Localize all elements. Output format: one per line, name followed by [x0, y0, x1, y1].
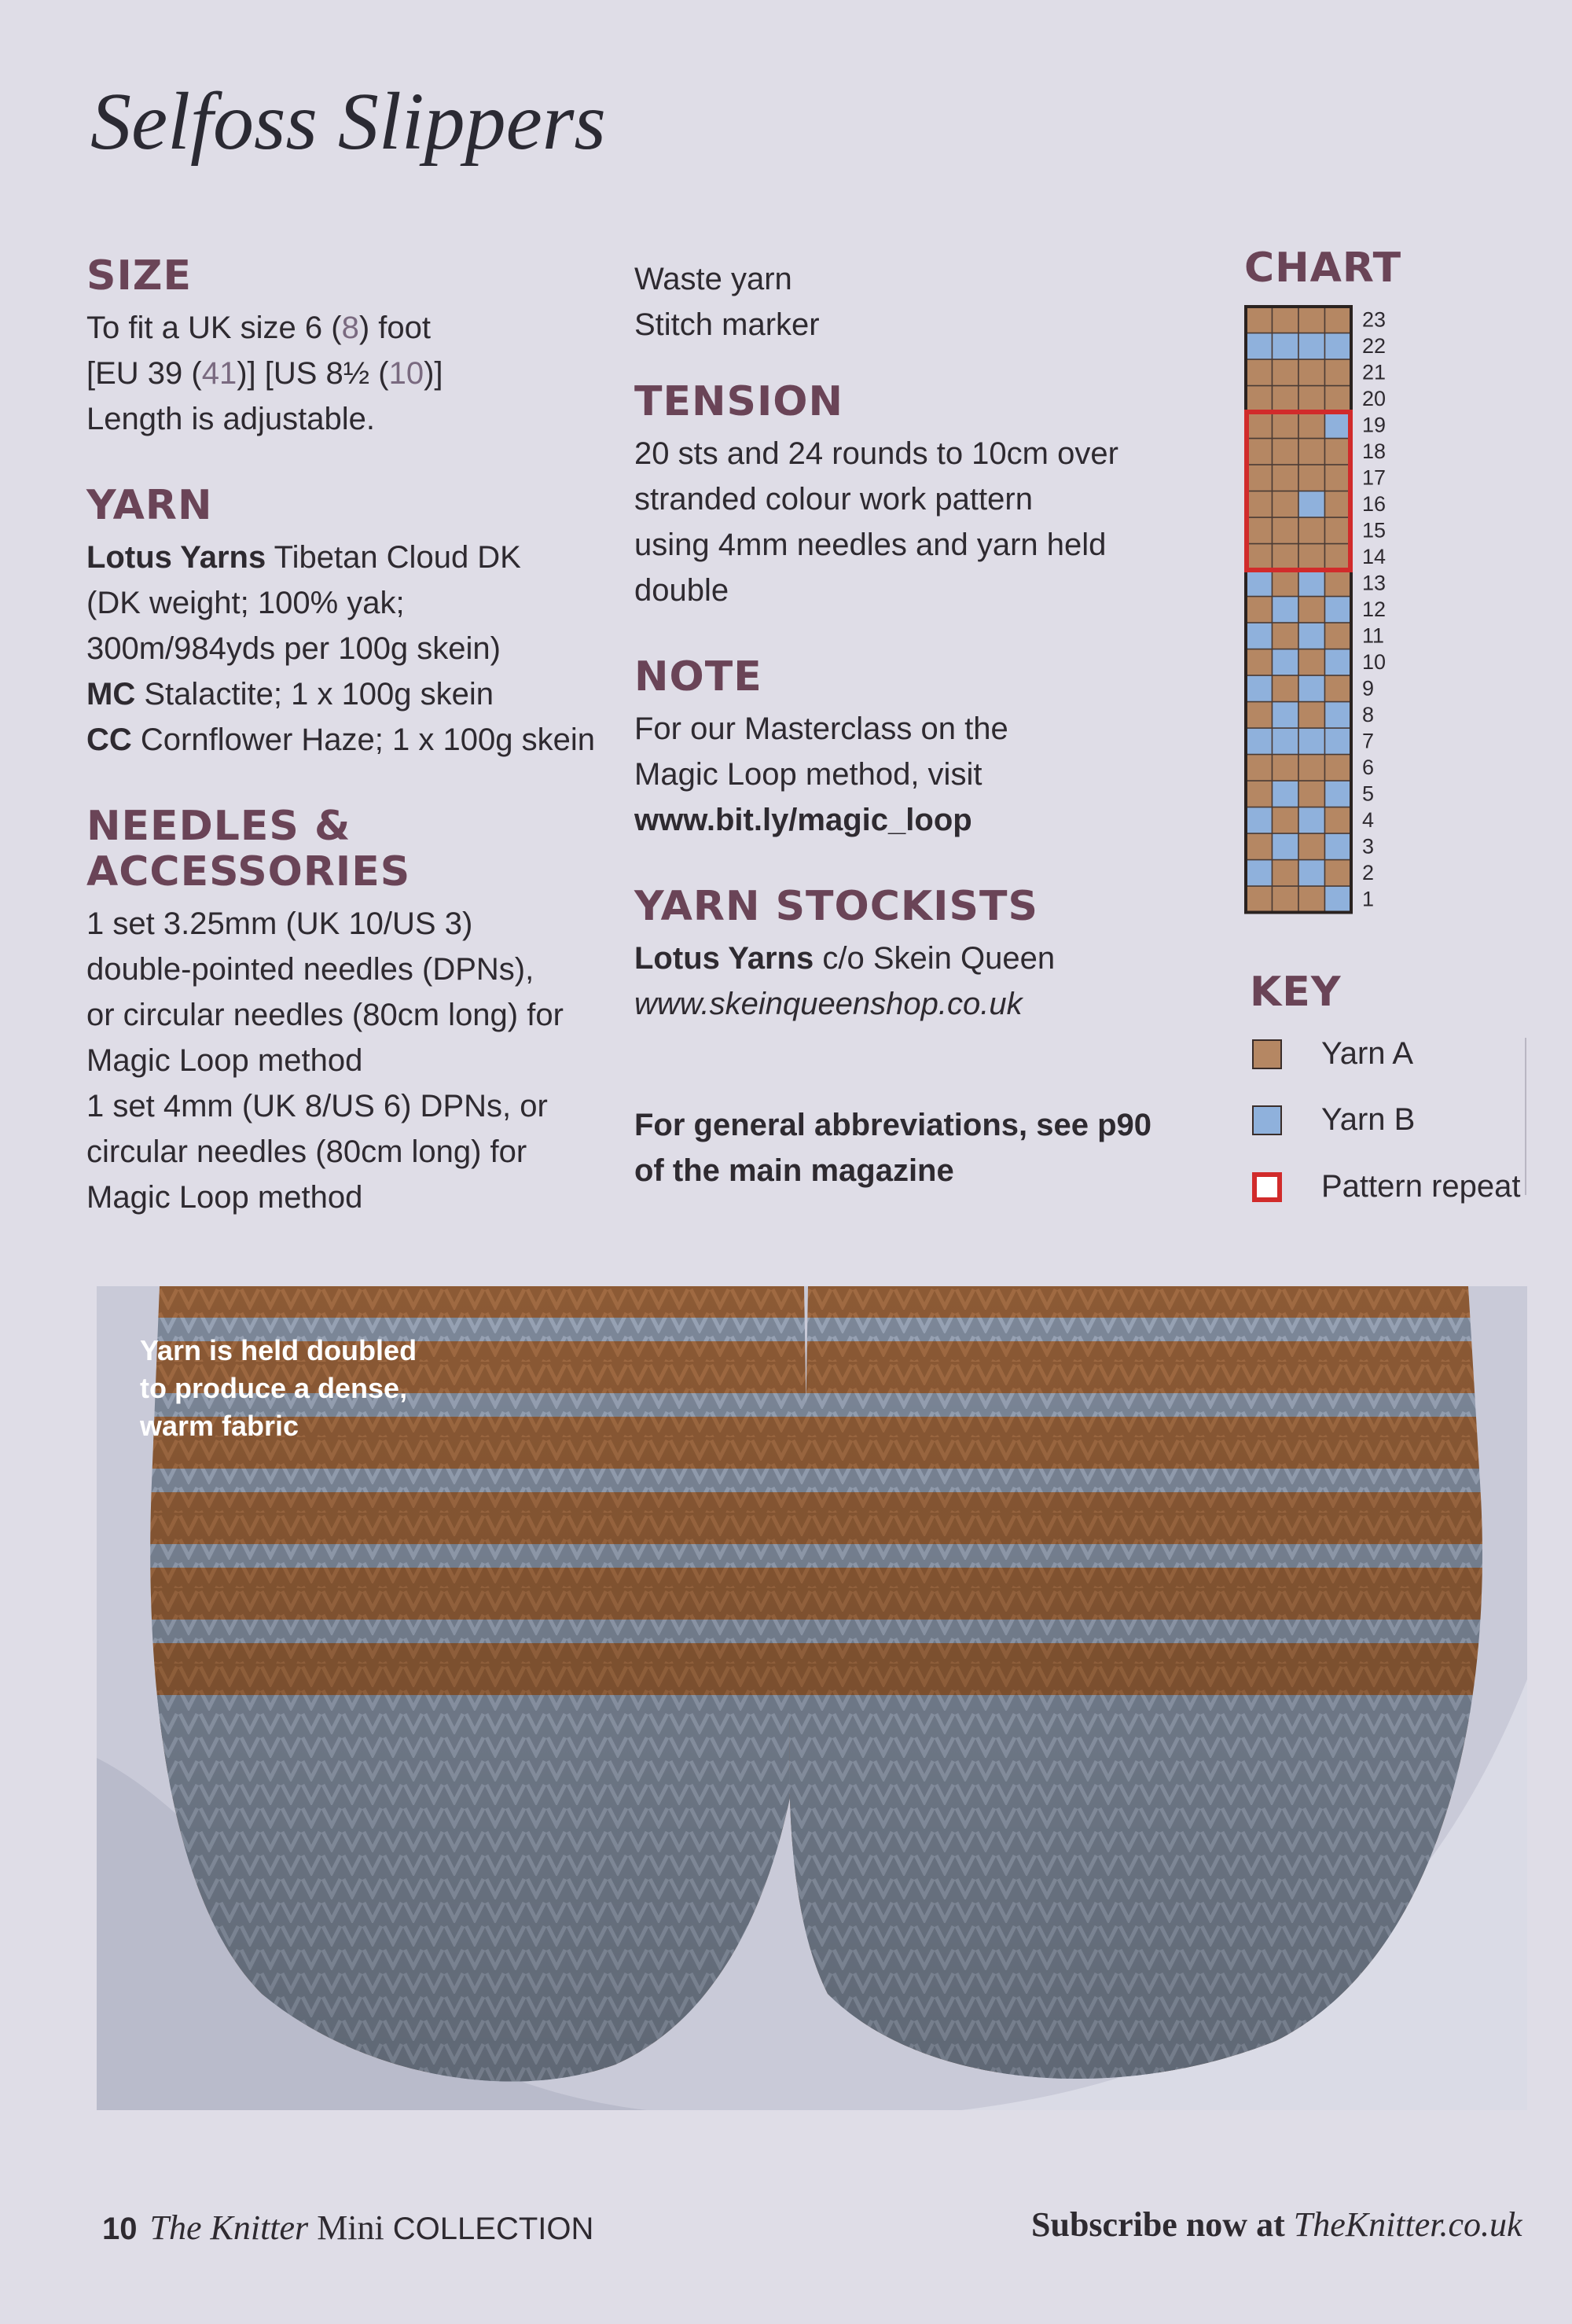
chart-cell	[1325, 649, 1352, 676]
chart-cell	[1298, 412, 1325, 439]
chart-cell	[1273, 544, 1299, 571]
chart-row-label: 9	[1362, 676, 1375, 701]
chart-cell	[1273, 623, 1299, 649]
chart-cell	[1273, 807, 1299, 834]
key-item-yarn-b	[1252, 1102, 1415, 1138]
chart-cell	[1298, 702, 1325, 729]
yarn-cc: CC Cornflower Haze; 1 x 100g skein	[86, 723, 595, 757]
abbrev-line: of the main magazine	[634, 1153, 954, 1188]
magazine-mini: Mini	[308, 2208, 393, 2247]
chart-cell	[1273, 675, 1299, 702]
chart-row-label: 3	[1362, 834, 1375, 859]
yarn-spec-2: 300m/984yds per 100g skein)	[86, 631, 501, 666]
size-heading: SIZE	[86, 252, 193, 300]
photo-caption: Yarn is held doubled to produce a dense, warm fabric	[140, 1334, 417, 1442]
chart-cell	[1325, 807, 1352, 834]
needles-line: circular needles (80cm long) for	[86, 1134, 527, 1169]
chart-cell	[1298, 544, 1325, 571]
chart-cell	[1298, 623, 1325, 649]
note-line: For our Masterclass on the	[634, 712, 1008, 746]
chart-cell	[1325, 491, 1352, 518]
footer-left	[102, 2208, 593, 2248]
chart-cell	[1246, 597, 1273, 623]
chart-row-label: 13	[1362, 571, 1387, 595]
stockists-heading: YARN STOCKISTS	[634, 883, 1038, 930]
chart-cell	[1325, 781, 1352, 807]
chart-cell	[1298, 781, 1325, 807]
magic-loop-link[interactable]: www.bit.ly/magic_loop	[634, 803, 972, 837]
chart-cell	[1298, 359, 1325, 386]
chart-cell	[1246, 307, 1273, 333]
magazine-collection: COLLECTION	[392, 2212, 594, 2246]
chart-cell	[1298, 439, 1325, 465]
chart-cell	[1246, 886, 1273, 913]
chart-cell	[1273, 702, 1299, 729]
chart-cell	[1325, 702, 1352, 729]
chart-cell	[1298, 860, 1325, 887]
chart-cell	[1325, 570, 1352, 597]
chart-row-label: 1	[1362, 887, 1375, 911]
chart-cell	[1298, 517, 1325, 544]
footer-right	[1031, 2204, 1522, 2245]
slippers-photo	[97, 1286, 1527, 2110]
chart-heading: CHART	[1244, 245, 1402, 292]
chart-cell	[1325, 359, 1352, 386]
chart-cell	[1298, 807, 1325, 834]
abbrev-line: For general abbreviations, see p90	[634, 1108, 1152, 1142]
chart-cell	[1273, 491, 1299, 518]
tension-line: stranded colour work pattern	[634, 482, 1033, 517]
chart-cell	[1273, 333, 1299, 360]
needles-line: 1 set 4mm (UK 8/US 6) DPNs, or	[86, 1089, 548, 1123]
chart-cell	[1273, 359, 1299, 386]
chart-row-label: 10	[1362, 650, 1387, 674]
chart-cell	[1298, 755, 1325, 781]
chart-cell	[1273, 412, 1299, 439]
chart-cell	[1325, 307, 1352, 333]
colourwork-chart	[1242, 303, 1415, 924]
chart-cell	[1273, 781, 1299, 807]
needles-line: or circular needles (80cm long) for	[86, 998, 564, 1032]
chart-row-label: 5	[1362, 781, 1375, 806]
chart-cell	[1298, 307, 1325, 333]
chart-cell	[1246, 439, 1273, 465]
key-item-pattern-repeat	[1252, 1169, 1521, 1204]
chart-row-label: 19	[1362, 413, 1387, 437]
chart-cell	[1246, 833, 1273, 860]
subscribe-link[interactable]: TheKnitter.co.uk	[1293, 2205, 1522, 2244]
chart-row-label: 14	[1362, 545, 1387, 568]
chart-cell	[1298, 570, 1325, 597]
chart-cell	[1273, 597, 1299, 623]
stockist-name: Lotus Yarns c/o Skein Queen	[634, 941, 1056, 976]
yarn-heading: YARN	[86, 482, 213, 529]
middle-column	[634, 256, 1185, 1193]
chart-cell	[1246, 359, 1273, 386]
chart-cell	[1246, 386, 1273, 413]
yarn-mc: MC Stalactite; 1 x 100g skein	[86, 677, 494, 712]
chart-cell	[1325, 333, 1352, 360]
tension-line: using 4mm needles and yarn held	[634, 528, 1107, 562]
chart-cell	[1298, 728, 1325, 755]
yarn-spec-1: (DK weight; 100% yak;	[86, 586, 405, 620]
chart-cell	[1273, 728, 1299, 755]
note-section	[634, 654, 1185, 843]
needles-line: Magic Loop method	[86, 1043, 363, 1078]
chart-cell	[1273, 465, 1299, 491]
chart-cell	[1246, 649, 1273, 676]
chart-cell	[1325, 755, 1352, 781]
chart-cell	[1298, 886, 1325, 913]
needles-line: 1 set 3.25mm (UK 10/US 3)	[86, 906, 473, 941]
chart-cell	[1273, 860, 1299, 887]
size-line-3: Length is adjustable.	[86, 402, 375, 436]
magazine-name: The Knitter	[149, 2208, 309, 2247]
stockist-url-link[interactable]: www.skeinqueenshop.co.uk	[634, 987, 1023, 1021]
page-title: Selfoss Slippers	[90, 76, 606, 167]
key-heading: KEY	[1250, 969, 1342, 1016]
chart-row-label: 21	[1362, 360, 1387, 384]
chart-cell	[1325, 728, 1352, 755]
chart-cell	[1273, 755, 1299, 781]
pattern-repeat-swatch	[1252, 1172, 1282, 1202]
chart-cell	[1246, 570, 1273, 597]
chart-row-label: 8	[1362, 703, 1375, 726]
stockists-section	[634, 884, 1185, 1027]
chart-cell	[1273, 570, 1299, 597]
needles-heading-2: ACCESSORIES	[86, 848, 411, 895]
chart-cell	[1246, 333, 1273, 360]
chart-cell	[1325, 623, 1352, 649]
needles-section	[86, 803, 629, 1220]
chart-row-label: 12	[1362, 598, 1387, 621]
chart-cell	[1298, 386, 1325, 413]
extras-item: Stitch marker	[634, 307, 820, 342]
chart-cell	[1246, 544, 1273, 571]
extras-section	[634, 256, 1185, 347]
tension-line: double	[634, 573, 729, 608]
needles-line: double-pointed needles (DPNs),	[86, 952, 534, 987]
tension-section	[634, 379, 1185, 613]
needles-line: Magic Loop method	[86, 1180, 363, 1215]
divider	[1525, 1038, 1526, 1195]
chart-row-label: 18	[1362, 439, 1387, 463]
chart-cell	[1273, 307, 1299, 333]
chart-cell	[1273, 886, 1299, 913]
key-label: Pattern repeat	[1321, 1169, 1521, 1204]
chart-cell	[1325, 886, 1352, 913]
chart-cell	[1273, 833, 1299, 860]
subscribe-text: Subscribe now at	[1031, 2205, 1294, 2244]
chart-cell	[1246, 465, 1273, 491]
chart-cell	[1246, 755, 1273, 781]
yarn-b-swatch	[1252, 1105, 1282, 1135]
key-label: Yarn B	[1321, 1102, 1416, 1137]
chart-cell	[1325, 439, 1352, 465]
chart-cell	[1325, 386, 1352, 413]
size-line-1: To fit a UK size 6 (8) foot	[86, 311, 431, 345]
chart-cell	[1273, 649, 1299, 676]
size-section	[86, 253, 629, 442]
key-item-yarn-a	[1252, 1036, 1413, 1072]
size-line-2: [EU 39 (41)] [US 8½ (10)]	[86, 356, 443, 391]
chart-cell	[1246, 860, 1273, 887]
chart-cell	[1246, 491, 1273, 518]
abbreviations-note	[634, 1102, 1185, 1193]
yarn-name: Lotus Yarns Tibetan Cloud DK	[86, 540, 521, 575]
chart-row-label: 23	[1362, 307, 1387, 332]
chart-row-label: 4	[1362, 808, 1375, 832]
chart-cell	[1325, 517, 1352, 544]
key-label: Yarn A	[1321, 1036, 1414, 1071]
tension-line: 20 sts and 24 rounds to 10cm over	[634, 436, 1118, 471]
page-number: 10	[102, 2212, 138, 2246]
tension-heading: TENSION	[634, 378, 844, 425]
chart-cell	[1298, 833, 1325, 860]
chart-cell	[1298, 491, 1325, 518]
chart-row-label: 6	[1362, 756, 1375, 779]
chart-row-label: 7	[1362, 729, 1375, 753]
chart-cell	[1298, 675, 1325, 702]
chart-cell	[1298, 333, 1325, 360]
chart-cell	[1273, 517, 1299, 544]
chart-row-label: 20	[1362, 387, 1387, 410]
left-column	[86, 253, 629, 1220]
note-heading: NOTE	[634, 653, 762, 701]
chart-cell	[1325, 833, 1352, 860]
chart-row-label: 11	[1362, 623, 1385, 648]
chart-cell	[1246, 623, 1273, 649]
chart-cell	[1325, 544, 1352, 571]
chart-row-label: 15	[1362, 518, 1387, 542]
yarn-a-swatch	[1252, 1039, 1282, 1069]
chart-cell	[1246, 807, 1273, 834]
chart-cell	[1273, 386, 1299, 413]
chart-cell	[1246, 675, 1273, 702]
chart-cell	[1325, 597, 1352, 623]
chart-cell	[1246, 517, 1273, 544]
chart-cell	[1325, 412, 1352, 439]
chart-cell	[1246, 728, 1273, 755]
chart-cell	[1298, 465, 1325, 491]
chart-row-label: 22	[1362, 334, 1387, 358]
chart-cell	[1325, 465, 1352, 491]
chart-cell	[1246, 702, 1273, 729]
extras-item: Waste yarn	[634, 262, 792, 296]
chart-row-label: 16	[1362, 492, 1387, 516]
chart-cell	[1298, 649, 1325, 676]
chart-cell	[1325, 860, 1352, 887]
needles-heading-1: NEEDLES &	[86, 803, 351, 850]
chart-cell	[1246, 781, 1273, 807]
note-line: Magic Loop method, visit	[634, 757, 982, 792]
chart-row-label: 2	[1362, 861, 1375, 884]
chart-cell	[1273, 439, 1299, 465]
yarn-section	[86, 483, 629, 763]
chart-cell	[1298, 597, 1325, 623]
chart-cell	[1246, 412, 1273, 439]
chart-cell	[1325, 675, 1352, 702]
chart-row-label: 17	[1362, 465, 1387, 490]
